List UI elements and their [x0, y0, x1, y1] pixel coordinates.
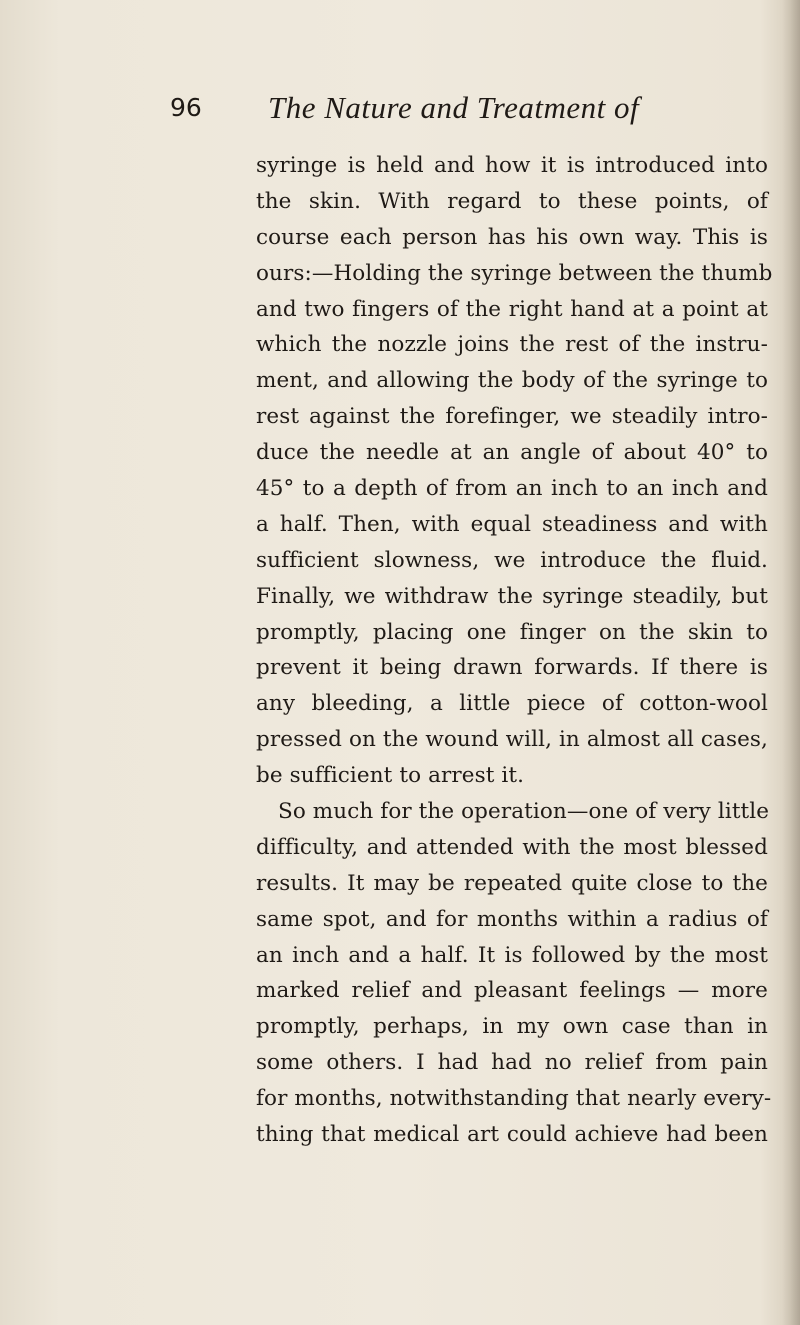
text-line: thing that medical art could achieve had been — [256, 1122, 768, 1148]
text-line: and two fingers of the right hand at a point at — [256, 296, 768, 322]
text-line: any bleeding, a little piece of cotton-wool — [256, 691, 768, 717]
text-line: Finally, we withdraw the syringe steadily, but — [256, 583, 768, 609]
text-line: duce the needle at an angle of about 40° to — [256, 440, 768, 466]
text-line: promptly, perhaps, in my own case than in — [256, 1014, 768, 1040]
text-line: ours:—Holding the syringe between the thumb — [256, 260, 773, 286]
running-title: The Nature and Treatment of — [268, 90, 640, 125]
text-line: 45° to a depth of from an inch to an inch and — [256, 476, 768, 502]
page-number: 96 — [170, 93, 202, 122]
page-edge-shadow — [782, 0, 800, 1325]
text-line: promptly, placing one finger on the skin to — [256, 619, 768, 645]
text-line: which the nozzle joins the rest of the instru- — [256, 332, 768, 358]
text-line: prevent it being drawn forwards. If there is — [256, 655, 768, 681]
text-line: So much for the operation—one of very little — [278, 799, 770, 825]
text-line: results. It may be repeated quite close to the — [256, 870, 768, 896]
body-text — [256, 148, 773, 1153]
text-line: a half. Then, with equal steadiness and with — [256, 511, 768, 537]
text-line: difficulty, and attended with the most blessed — [256, 834, 768, 860]
text-line: be sufficient to arrest it. — [256, 763, 525, 789]
text-line: course each person has his own way. This is — [256, 224, 768, 250]
page-header — [170, 88, 770, 128]
text-line: rest against the forefinger, we steadily intro- — [256, 404, 768, 430]
text-line: pressed on the wound will, in almost all cases, — [256, 727, 768, 753]
text-line: the skin. With regard to these points, of — [256, 188, 768, 214]
text-line: marked relief and pleasant feelings — more — [256, 978, 768, 1004]
text-line: syringe is held and how it is introduced into — [256, 153, 768, 178]
text-line: an inch and a half. It is followed by the most — [256, 942, 768, 968]
text-line: for months, notwithstanding that nearly every- — [256, 1086, 772, 1112]
text-line: sufficient slowness, we introduce the fluid. — [256, 547, 768, 573]
text-line: some others. I had had no relief from pain — [256, 1050, 768, 1076]
text-line: same spot, and for months within a radius of — [256, 906, 768, 932]
text-line: ment, and allowing the body of the syringe to — [256, 368, 768, 394]
